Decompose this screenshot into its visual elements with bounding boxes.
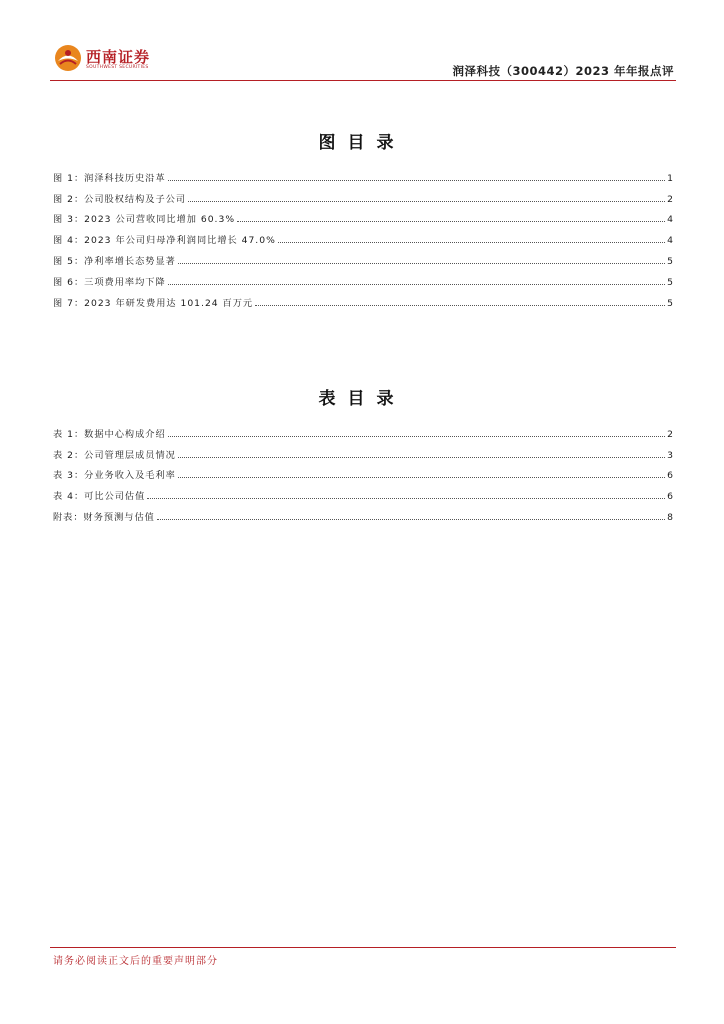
toc-leader-dots xyxy=(147,498,665,499)
toc-entry-page: 4 xyxy=(667,214,673,226)
footer-divider xyxy=(50,947,676,948)
toc-entry-page: 2 xyxy=(667,428,673,440)
toc-entry[interactable] xyxy=(53,184,673,205)
toc-entry-page: 6 xyxy=(667,491,673,503)
figures-toc-title: 图目录 xyxy=(318,133,406,153)
toc-leader-dots xyxy=(178,457,665,458)
tables-toc-list xyxy=(53,419,673,523)
toc-entry-page: 1 xyxy=(667,172,673,184)
toc-entry-label: 图 7：2023 年研发费用达 101.24 百万元 xyxy=(53,297,254,309)
company-logo xyxy=(54,44,150,74)
toc-entry-label: 表 2：公司管理层成员情况 xyxy=(53,449,176,461)
toc-entry-label: 图 5：净利率增长态势显著 xyxy=(53,255,176,267)
toc-entry-label: 表 3：分业务收入及毛利率 xyxy=(53,470,176,482)
toc-entry-page: 3 xyxy=(667,449,673,461)
report-title: 润泽科技（300442）2023 年年报点评 xyxy=(452,64,674,78)
toc-leader-dots xyxy=(178,263,665,264)
footer-disclaimer: 请务必阅读正文后的重要声明部分 xyxy=(53,956,218,967)
header-divider xyxy=(50,80,676,81)
toc-entry-label: 图 1：润泽科技历史沿革 xyxy=(53,172,166,184)
toc-leader-dots xyxy=(237,221,665,222)
toc-entry-page: 2 xyxy=(667,193,673,205)
toc-entry-label: 附表：财务预测与估值 xyxy=(53,511,155,523)
toc-entry-label: 表 1：数据中心构成介绍 xyxy=(53,428,166,440)
toc-leader-dots xyxy=(278,242,665,243)
toc-entry[interactable] xyxy=(53,267,673,288)
toc-leader-dots xyxy=(168,436,666,437)
toc-entry[interactable] xyxy=(53,225,673,246)
logo-emblem-icon xyxy=(54,44,82,72)
toc-leader-dots xyxy=(157,519,665,520)
toc-entry-label: 图 3：2023 公司营收同比增加 60.3% xyxy=(53,214,236,226)
toc-entry-page: 8 xyxy=(667,511,673,523)
toc-entry-page: 5 xyxy=(667,255,673,267)
toc-entry-page: 6 xyxy=(667,470,673,482)
toc-entry[interactable] xyxy=(53,288,673,309)
toc-entry[interactable] xyxy=(53,440,673,461)
toc-entry-page: 5 xyxy=(667,297,673,309)
toc-entry-label: 表 4：可比公司估值 xyxy=(53,491,146,503)
toc-leader-dots xyxy=(188,201,665,202)
toc-leader-dots xyxy=(178,477,665,478)
toc-entry-label: 图 2：公司股权结构及子公司 xyxy=(53,193,187,205)
toc-entry[interactable] xyxy=(53,481,673,502)
tables-toc-title: 表目录 xyxy=(318,389,406,409)
toc-entry[interactable] xyxy=(53,419,673,440)
toc-entry[interactable] xyxy=(53,461,673,482)
toc-leader-dots xyxy=(168,284,666,285)
logo-chinese-text: 西南证券 xyxy=(86,48,151,66)
page-header xyxy=(0,0,724,82)
toc-entry[interactable] xyxy=(53,502,673,523)
toc-entry[interactable] xyxy=(53,205,673,226)
toc-entry-page: 4 xyxy=(667,235,673,247)
toc-leader-dots xyxy=(168,180,666,181)
figures-toc-list xyxy=(53,163,673,309)
toc-entry[interactable] xyxy=(53,246,673,267)
toc-entry-label: 图 4：2023 年公司归母净利润同比增长 47.0% xyxy=(53,235,276,247)
logo-english-text: SOUTHWEST SECURITIES xyxy=(86,65,149,70)
toc-entry-page: 5 xyxy=(667,276,673,288)
toc-entry[interactable] xyxy=(53,163,673,184)
toc-leader-dots xyxy=(255,305,665,306)
toc-entry-label: 图 6：三项费用率均下降 xyxy=(53,276,166,288)
